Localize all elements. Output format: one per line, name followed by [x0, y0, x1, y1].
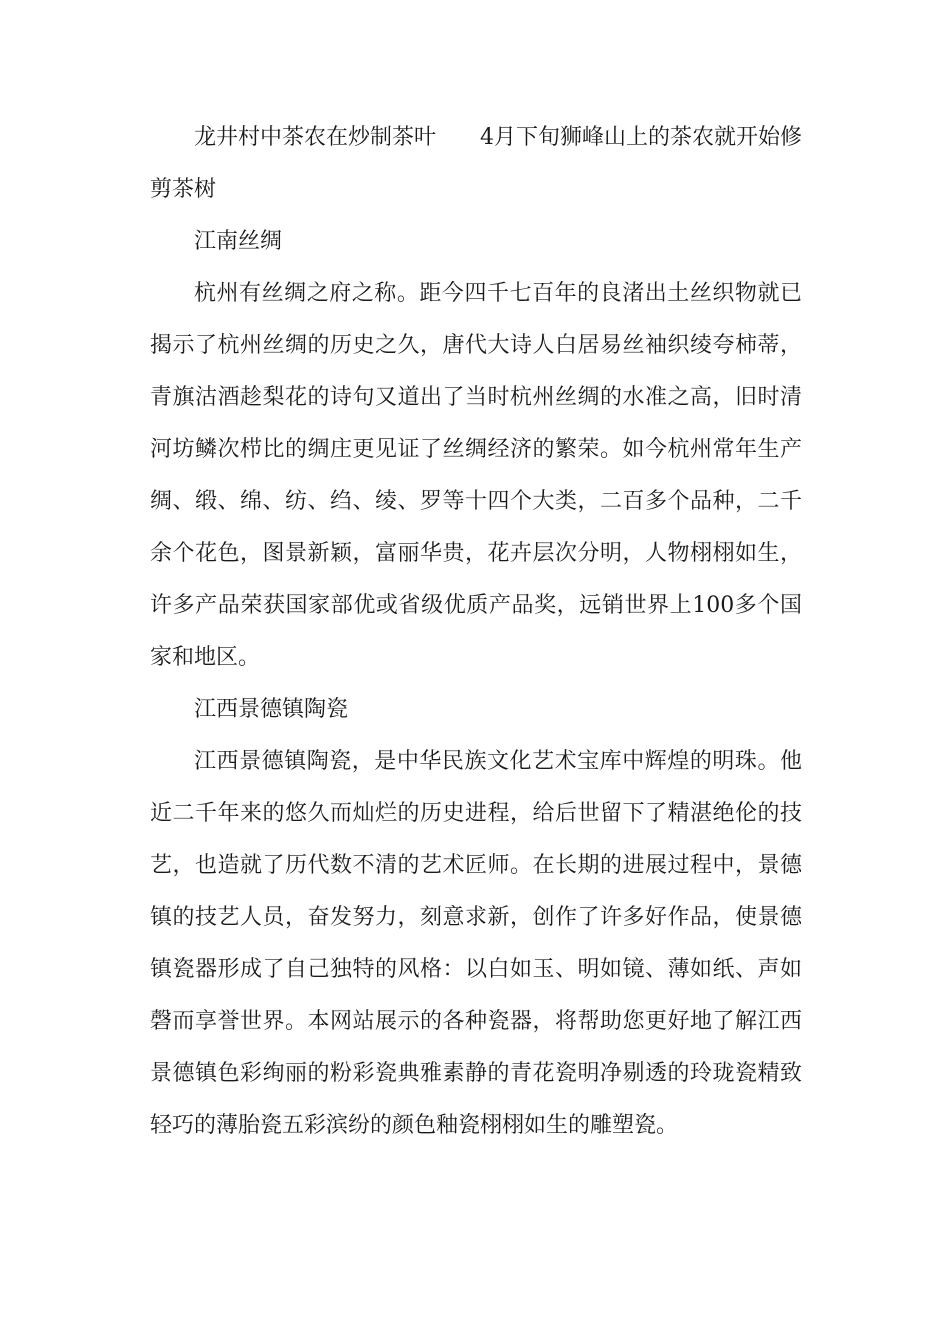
caption-right: 4月下旬狮峰山上的茶农就开始修剪茶树 [150, 125, 803, 202]
caption-left: 龙井村中茶农在炒制茶叶 [194, 125, 437, 150]
section-heading: 江西景德镇陶瓷 [194, 697, 349, 722]
section-paragraph: 江西景德镇陶瓷，是中华民族文化艺术宝库中辉煌的明珠。他近二千年来的悠久而灿烂的历史进程，给后世留下了精湛绝伦的技艺，也造就了历代数不清的艺术匠师。在长期的进展过程中，景德镇的技艺人员，奋发努力，刻意求新，创作了许多好作品，使景德镇瓷器形成了自己独特的风格：以白如玉、明如镜、薄如纸、声如磬而享誉世界。本网站展示的各种瓷器，将帮助您更好地了解江西景德镇色彩绚丽的粉彩瓷典雅素静的青花瓷明净剔透的玲珑瓷精致轻巧的薄胎瓷五彩滨纷的颜色釉瓷栩栩如生的雕塑瓷。 [150, 749, 802, 1138]
document-body [150, 112, 802, 1152]
section-paragraph: 杭州有丝绸之府之称。距今四千七百年的良渚出土丝织物就已揭示了杭州丝绸的历史之久，唐代大诗人白居易丝袖织绫夸柿蒂，青旗沽酒趁梨花的诗句又道出了当时杭州丝绸的水准之高，旧时清河坊鳞次栉比的绸庄更见证了丝绸经济的繁荣。如今杭州常年生产绸、缎、绵、纺、绉、绫、罗等十四个大类，二百多个品种，二千余个花色，图景新颖，富丽华贵，花卉层次分明，人物栩栩如生，许多产品荣获国家部优或省级优质产品奖，远销世界上100多个国家和地区。 [150, 281, 802, 670]
section-heading: 江南丝绸 [194, 229, 283, 254]
photo-caption [150, 112, 802, 216]
